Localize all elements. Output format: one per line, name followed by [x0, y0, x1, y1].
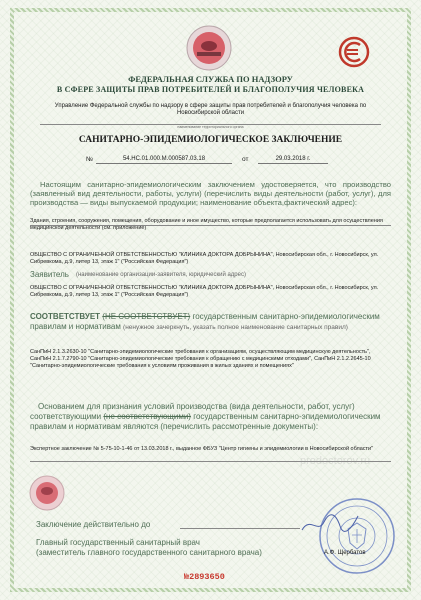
bottom-hologram-icon [28, 474, 66, 512]
signature-icon [300, 508, 360, 538]
sanitary-rules: СанПиН 2.1.3.2630-10 "Санитарно-эпидемиологические требования к организациям, осуществляющим медицинскую деятельность", СанПиН 2.1.7.2790-10 "Санитарно-эпидемиологические требования к обращению с медицинскими отходами", СанПиН 2.1.2.2645-10 "Санитарно-эпидемиологические требования к условиям проживания в жилых зданиях и помещениях" [30, 349, 371, 369]
conformity-statement [30, 312, 391, 333]
not-conforms-word: (НЕ СООТВЕТСТВУЕТ) [102, 312, 191, 321]
signer-name: А.Ф. Щербатов [324, 550, 366, 556]
content-underline [30, 225, 391, 226]
document-title: САНИТАРНО-ЭПИДЕМИОЛОГИЧЕСКОЕ ЗАКЛЮЧЕНИЕ [78, 135, 343, 145]
chief-line1: Главный государственный санитарный врач [36, 538, 200, 547]
certify-lead: Настоящим санитарно-эпидемиологическим заключением удостоверяется, что производство (заявленный вид деятельности, работы, услуги) (перечислить виды деятельности (работ, услуг), для производства — виды выпускаемой продукции; наименование объекта,фактический адрес): [30, 180, 391, 207]
validity-label: Заключение действительно до [36, 520, 151, 529]
serial-number: №2893650 [184, 572, 225, 582]
rospotrebnadzor-logo-icon [338, 36, 370, 68]
basis-content: Экспертное заключение № 5-75-10-1-46 от 13.03.2018 г., выданное ФБУЗ "Центр гигиены и эпидемиологии в Новосибирской области" [30, 446, 374, 452]
certify-content: Здания, строения, сооружения, помещения, оборудование и иное имущество, которые предполагается использовать для осуществления медицинской деятельности (см. приложение) [30, 218, 383, 231]
basis-part3: государственным санитарно-эпидемиологическим правилам и нормативам являются (перечислить рассмотренные документы): [30, 412, 381, 431]
applicant-text: ОБЩЕСТВО С ОГРАНИЧЕННОЙ ОТВЕТСТВЕННОСТЬЮ "КЛИНИКА ДОКТОРА ДОБРЫНИНА", Новосибирская обл., г. Новосибирск, ул. Сибревкома, д.9, литер 13, этаж 1" ("Российская Федерация") [30, 285, 379, 298]
date-label: от [242, 156, 249, 163]
basis-statement [30, 402, 391, 432]
office-caption: наименование территориального органа [177, 125, 244, 129]
chief-line2: (заместитель главного государственного санитарного врача) [36, 548, 262, 557]
validity-line [180, 528, 300, 529]
watermark-text: prodoctorov.ru [300, 455, 371, 467]
conformity-note: (ненужное зачеркнуть, указать полное наименование санитарных правил) [123, 324, 348, 331]
applicant-label: Заявитель [30, 270, 69, 279]
number-label: № [86, 156, 93, 163]
office-name: Управление Федеральной службы по надзору в сфере защиты прав потребителей и благополучия человека по Новосибирской области [54, 103, 367, 117]
conforms-word: СООТВЕТСТВУЕТ [30, 312, 101, 321]
agency-line1: ФЕДЕРАЛЬНАЯ СЛУЖБА ПО НАДЗОРУ [128, 74, 293, 84]
document-date: 29.03.2018 г. [258, 156, 328, 164]
basis-part2: (не соответствующими) [103, 412, 191, 421]
conformity-rest: государственным санитарно-эпидемиологическим правилам и нормативам [30, 312, 380, 331]
object-address: ОБЩЕСТВО С ОГРАНИЧЕННОЙ ОТВЕТСТВЕННОСТЬЮ "КЛИНИКА ДОКТОРА ДОБРЫНИНА", Новосибирская обл., г. Новосибирск, ул. Сибревкома, д.9, литер 13, этаж 1" ("Российская Федерация") [30, 252, 379, 265]
hologram-seal-icon [185, 24, 233, 72]
document-number: 54.НС.01.000.М.000587.03.18 [96, 156, 232, 164]
agency-line2: В СФЕРЕ ЗАЩИТЫ ПРАВ ПОТРЕБИТЕЛЕЙ И БЛАГОПОЛУЧИЯ ЧЕЛОВЕКА [56, 85, 365, 94]
basis-part1: Основанием для признания условий производства (вида деятельности, работ, услуг) соответствующими [30, 402, 355, 421]
applicant-caption: (наименование организации-заявителя, юридический адрес) [76, 272, 246, 278]
